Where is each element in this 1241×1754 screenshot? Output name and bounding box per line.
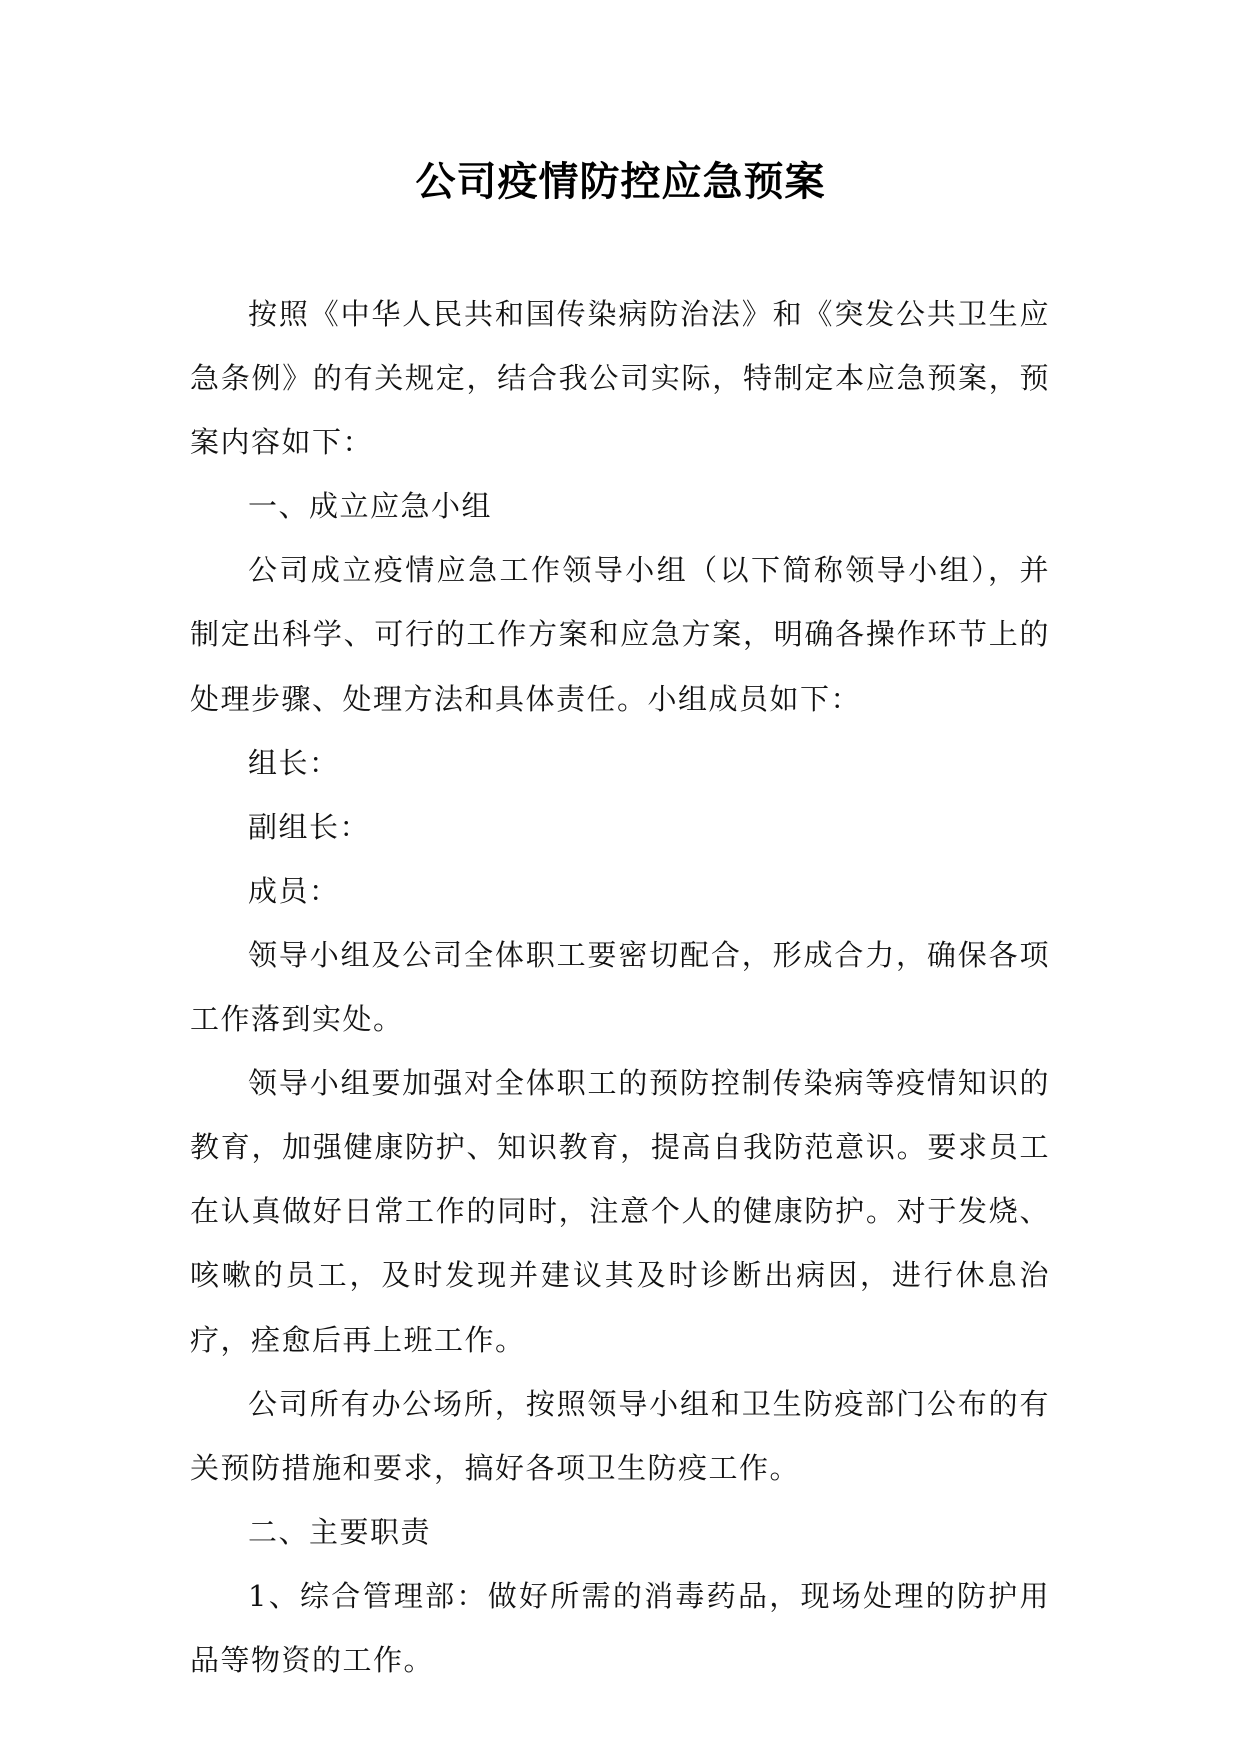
- paragraph-cooperation: 领导小组及公司全体职工要密切配合，形成合力，确保各项工作落到实处。: [190, 937, 1050, 1037]
- document-body: [190, 282, 1050, 1692]
- document-title: 公司疫情防控应急预案: [415, 159, 826, 205]
- section-heading-1: 一、成立应急小组: [248, 489, 493, 524]
- paragraph-education: 领导小组要加强对全体职工的预防控制传染病等疫情知识的教育，加强健康防护、知识教育，提高自我防范意识。要求员工在认真做好日常工作的同时，注意个人的健康防护。对于发烧、咳嗽的员工，及时发现并建议其及时诊断出病因，进行休息治疗，痊愈后再上班工作。: [190, 1066, 1050, 1357]
- paragraph-members: 成员：: [248, 873, 340, 908]
- section-heading-2: 二、主要职责: [248, 1514, 432, 1549]
- paragraph-group-leader: 组长：: [248, 745, 340, 780]
- paragraph-deputy-leader: 副组长：: [248, 809, 371, 844]
- paragraph-offices: 公司所有办公场所，按照领导小组和卫生防疫部门公布的有关预防措施和要求，搞好各项卫生防疫工作。: [190, 1386, 1050, 1485]
- paragraph-intro: 按照《中华人民共和国传染病防治法》和《突发公共卫生应急条例》的有关规定，结合我公司实际，特制定本应急预案，预案内容如下：: [190, 297, 1050, 460]
- paragraph-admin-dept: 1、综合管理部：做好所需的消毒药品，现场处理的防护用品等物资的工作。: [190, 1578, 1050, 1677]
- paragraph-group-setup: 公司成立疫情应急工作领导小组（以下简称领导小组），并制定出科学、可行的工作方案和应急方案，明确各操作环节上的处理步骤、处理方法和具体责任。小组成员如下：: [190, 553, 1050, 716]
